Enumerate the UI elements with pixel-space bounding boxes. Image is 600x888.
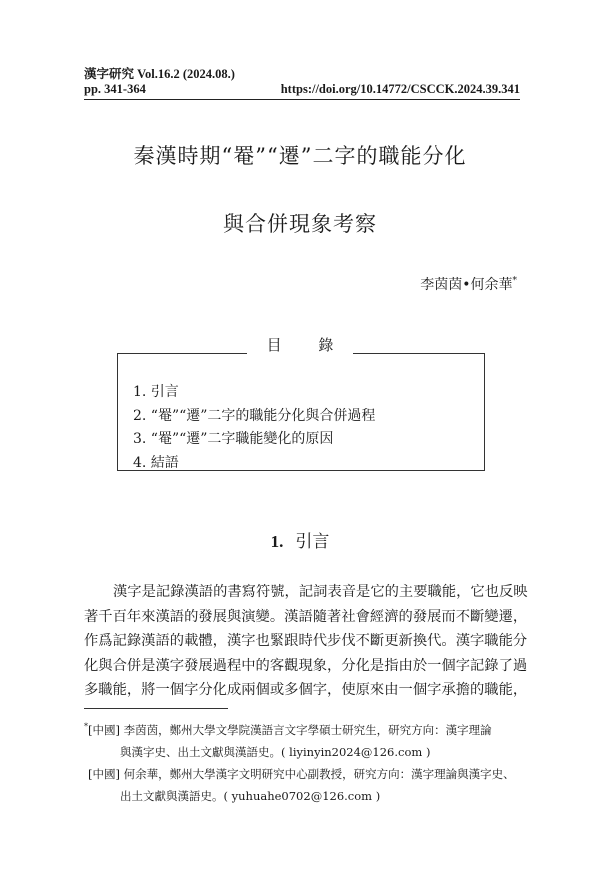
- body-line: 漢字是記錄漢語的書寫符號，記詞表音是它的主要職能，它也反映: [113, 584, 528, 600]
- footnote-2-line2: 出土文獻與漢語史。( yuhuahe0702@126.com ): [120, 789, 381, 803]
- toc-list: [133, 381, 375, 475]
- footnote-1-line2: 與漢字史、出土文獻與漢語史。( liyinyin2024@126.com ): [120, 745, 431, 759]
- footnote-divider: [84, 708, 228, 709]
- section-heading: [0, 527, 600, 552]
- doi-link[interactable]: https://doi.org/10.14772/CSCCK.2024.39.341: [280, 82, 520, 96]
- body-line: 作爲記錄漢語的載體，漢字也緊跟時代步伐不斷更新換代。漢字職能分: [84, 633, 528, 649]
- body-line: 多職能，將一個字分化成兩個或多個字，使原來由一個字承擔的職能，: [84, 682, 528, 698]
- header-divider: [84, 99, 520, 100]
- toc-item[interactable]: 3. “罨”“遷”二字職能變化的原因: [133, 431, 334, 447]
- author-list: 李茵茵•何余華: [420, 277, 513, 293]
- author-names: [420, 274, 517, 294]
- toc-item[interactable]: 1. 引言: [133, 384, 179, 400]
- toc-heading: 目 錄: [247, 334, 354, 355]
- page-range: pp. 341-364: [84, 82, 146, 96]
- section-number: 1.: [270, 532, 284, 551]
- section-title: 引言: [295, 532, 330, 552]
- toc-item[interactable]: 4. 結語: [133, 454, 179, 471]
- author-footnote-mark: *: [512, 276, 517, 286]
- paper-title-line2: 與合併現象考察: [223, 212, 377, 236]
- footnote-mark: *: [84, 722, 88, 731]
- toc-heading-wrap: [0, 334, 600, 355]
- paper-title-line1: 秦漢時期“罨”“遷”二字的職能分化: [133, 144, 467, 168]
- body-paragraph: [84, 580, 528, 703]
- journal-name: 漢字研究 Vol.16.2 (2024.08.): [84, 67, 235, 81]
- footnote-1-text: [中國] 李茵茵，鄭州大學文學院漢語言文字學碩士研究生，研究方向：漢字理論: [88, 723, 492, 737]
- toc-item[interactable]: 2. “罨”“遷”二字的職能分化與合併過程: [133, 407, 376, 424]
- body-line: 著千百年來漢語的發展與演變。漢語隨著社會經濟的發展而不斷變遷，: [84, 608, 528, 625]
- footnote-2-line1: [中國] 何余華，鄭州大學漢字文明研究中心副教授，研究方向：漢字理論與漢字史、: [88, 767, 515, 781]
- header-row: [84, 82, 520, 97]
- body-line: 化與合併是漢字發展過程中的客觀現象，分化是指由於一個字記錄了過: [84, 657, 528, 674]
- footnotes: [84, 716, 524, 807]
- footnote-1-line1: [84, 716, 524, 741]
